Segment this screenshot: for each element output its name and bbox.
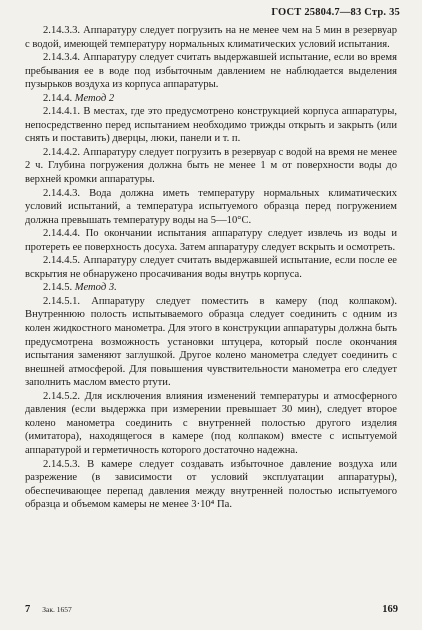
- paragraph-2-14-4-3: [25, 187, 397, 228]
- clause-text: Аппаратуру следует считать выдержавшей испытание, если после ее вскрытия не обнаружено просачивания воды внутрь корпуса.: [25, 255, 397, 280]
- clause-text: В камере следует создавать избыточное давление воздуха или разрежение (в зависимости от условий эксплуатации аппаратуры), обеспечивающее перепад давления между внутренней полостью испытуемого образца и объемом камеры не менее 3·10⁴ Па.: [25, 458, 397, 511]
- clause-number: 2.14.4.3.: [43, 187, 81, 199]
- clause-text: Аппаратуру следует считать выдержавшей испытание, если во время пребывания ее в воде под избыточным давлением не наблюдается выделения пузырьков воздуха из корпуса аппаратуры.: [25, 52, 397, 91]
- paragraph-2-14-4-4: [25, 227, 397, 254]
- section-heading-method-3: [25, 281, 397, 295]
- document-body: [25, 24, 397, 512]
- clause-number: 2.14.3.3.: [43, 25, 81, 36]
- paragraph-2-14-5-3: [25, 458, 397, 512]
- clause-number: 2.14.5.1.: [43, 295, 81, 307]
- paragraph-2-14-3-4: [25, 51, 397, 92]
- signature-number: 7: [25, 604, 31, 615]
- page-number: 169: [382, 604, 398, 615]
- clause-number: 2.14.3.4.: [43, 52, 81, 64]
- paragraph-2-14-3-3: [25, 24, 397, 51]
- paragraph-2-14-4-2: [25, 146, 397, 187]
- section-heading-method-2: [25, 92, 397, 106]
- clause-number: 2.14.4.: [43, 92, 73, 104]
- clause-text: В местах, где это предусмотрено конструкцией корпуса аппаратуры, непосредственно перед испытанием необходимо трижды открыть и закрыть (или снять и поставить) дверцы, люки, панели и т. п.: [25, 106, 397, 145]
- paragraph-2-14-5-1: [25, 295, 397, 390]
- clause-number: 2.14.4.2.: [43, 146, 81, 158]
- order-number: Зак. 1657: [42, 605, 72, 614]
- clause-text: Аппаратуру следует погрузить на не менее чем на 5 мин в резервуар с водой, имеющей температуру нормальных климатических условий испытания.: [25, 25, 397, 50]
- clause-number: 2.14.5.2.: [43, 390, 81, 402]
- clause-number: 2.14.4.4.: [43, 228, 81, 240]
- paragraph-2-14-5-2: [25, 390, 397, 458]
- clause-text: Вода должна иметь температуру нормальных климатических условий испытаний, а температура испытуемого образца перед погружением должна превышать температуру воды на 5—10°С.: [25, 187, 397, 226]
- clause-number: 2.14.5.: [43, 282, 73, 294]
- paragraph-2-14-4-5: [25, 254, 397, 281]
- paragraph-2-14-4-1: [25, 105, 397, 146]
- clause-number: 2.14.4.5.: [43, 255, 81, 267]
- clause-text: Аппаратуру следует поместить в камеру (под колпаком). Внутреннюю полость испытываемого образца следует соединить с одним из колен жидкостного манометра. Для этого в конструкции аппаратуры должна быть предусмотрена возможность установки штуцера, который после окончания испытания заменяют заглушкой. Другое колено манометра следует соединить с внешней атмосферой. Для повышения чувствительности манометра его следует заполнить маслом вместо ртути.: [25, 295, 397, 389]
- clause-number: 2.14.4.1.: [43, 106, 81, 118]
- clause-number: 2.14.5.3.: [43, 458, 81, 470]
- clause-text: По окончании испытания аппаратуру следует извлечь из воды и протереть ее поверхность досуха. Затем аппаратуру следует вскрыть и осмотреть.: [25, 228, 397, 253]
- page-header: ГОСТ 25804.7—83 Стр. 35: [271, 7, 400, 18]
- clause-text: Для исключения влияния изменений температуры и атмосферного давления (если выдержка при измерении превышает 30 мин), следует второе колено манометра соединить с внутренней полостью другого изделия (имитатора), находящегося в камере (под колпаком) вместе с испытуемой аппаратурой и герметичность которого достаточно надежна.: [25, 390, 397, 456]
- section-title: Метод 2: [74, 92, 115, 104]
- clause-text: Аппаратуру следует погрузить в резервуар с водой на время не менее 2 ч. Глубина погружения должна быть не менее 1 м от поверхности воды до верхней кромки аппаратуры.: [25, 146, 397, 186]
- page-footer-left: [25, 604, 72, 615]
- section-title: Метод 3.: [74, 282, 117, 294]
